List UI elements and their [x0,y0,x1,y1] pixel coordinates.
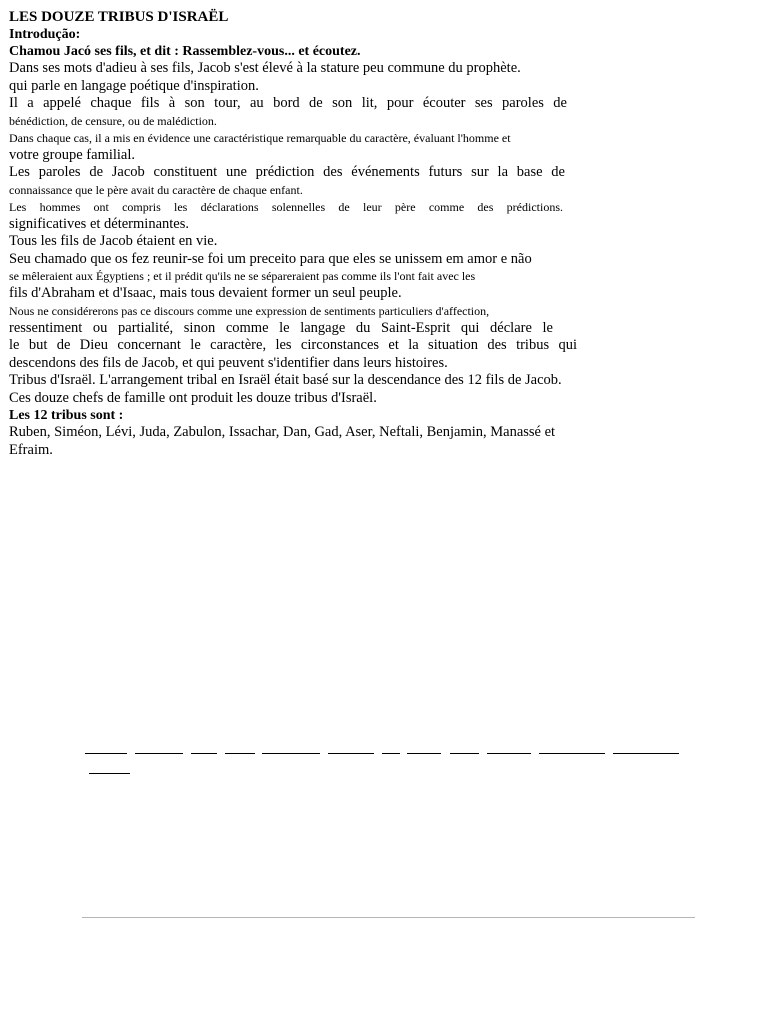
paragraph-line: descendons des fils de Jacob, et qui peuvent s'identifier dans leurs histoires. [9,354,448,371]
answer-blank[interactable] [487,753,531,754]
answer-blanks [85,735,685,785]
paragraph-line: bénédiction, de censure, ou de malédiction. [9,113,217,128]
answer-blank[interactable] [89,773,130,774]
answer-blank[interactable] [539,753,605,754]
paragraph-line: ressentiment ou partialité, sinon comme le langage du Saint-Esprit qui déclare le [9,319,553,336]
answer-blank[interactable] [85,753,127,754]
document-title: LES DOUZE TRIBUS D'ISRAËL [9,9,229,25]
paragraph-line: se mêleraient aux Égyptiens ; et il prédit qu'ils ne se sépareraient pas comme ils l'ont fait avec les [9,269,476,283]
quote-heading: Chamou Jacó ses fils, et dit : Rassemblez-vous... et écoutez. [9,44,361,59]
horizontal-divider [82,917,695,918]
answer-blank[interactable] [262,753,320,754]
paragraph-line: connaissance que le père avait du caractère de chaque enfant. [9,182,303,197]
intro-heading: Introdução: [9,27,81,42]
answer-blank[interactable] [328,753,374,754]
answer-blank[interactable] [382,753,400,754]
document-body [9,8,609,459]
paragraph-line: significatives et déterminantes. [9,215,189,232]
paragraph-line: votre groupe familial. [9,146,136,163]
answer-blank[interactable] [613,753,679,754]
paragraph-line: Nous ne considérerons pas ce discours comme une expression de sentiments particuliers d'affection, [9,303,490,318]
paragraph-line: Tous les fils de Jacob étaient en vie. [9,233,218,249]
paragraph-line: Ces douze chefs de famille ont produit les douze tribus d'Israël. [9,389,377,406]
paragraph-line: Dans chaque cas, il a mis en évidence une caractéristique remarquable du caractère, évaluant l'homme et [9,130,511,145]
paragraph-line: Dans ses mots d'adieu à ses fils, Jacob s'est élevé à la stature peu commune du prophète. [9,60,521,76]
paragraph-line: Les hommes ont compris les déclarations solennelles de leur père comme des prédictions. [9,199,563,214]
paragraph-line: qui parle en langage poétique d'inspiration. [9,77,259,94]
answer-blank[interactable] [225,753,255,754]
paragraph-line: Il a appelé chaque fils à son tour, au bord de son lit, pour écouter ses paroles de [9,95,567,111]
paragraph-line: fils d'Abraham et d'Isaac, mais tous devaient former un seul peuple. [9,285,402,301]
paragraph-line: le but de Dieu concernant le caractère, les circonstances et la situation des tribus qui [9,337,577,353]
paragraph-line: Seu chamado que os fez reunir-se foi um preceito para que eles se unissem em amor e não [9,250,532,267]
answer-blank[interactable] [135,753,183,754]
paragraph-line: Les paroles de Jacob constituent une prédiction des événements futurs sur la base de [9,164,565,180]
paragraph-line: Tribus d'Israël. L'arrangement tribal en Israël était basé sur la descendance des 12 fils de Jacob. [9,372,562,388]
tribes-list-line: Efraim. [9,441,53,458]
answer-blank[interactable] [191,753,217,754]
answer-blank[interactable] [407,753,441,754]
tribes-heading: Les 12 tribus sont : [9,408,124,423]
answer-blank[interactable] [450,753,479,754]
tribes-list-line: Ruben, Siméon, Lévi, Juda, Zabulon, Issachar, Dan, Gad, Aser, Neftali, Benjamin, Manassé et [9,424,556,440]
